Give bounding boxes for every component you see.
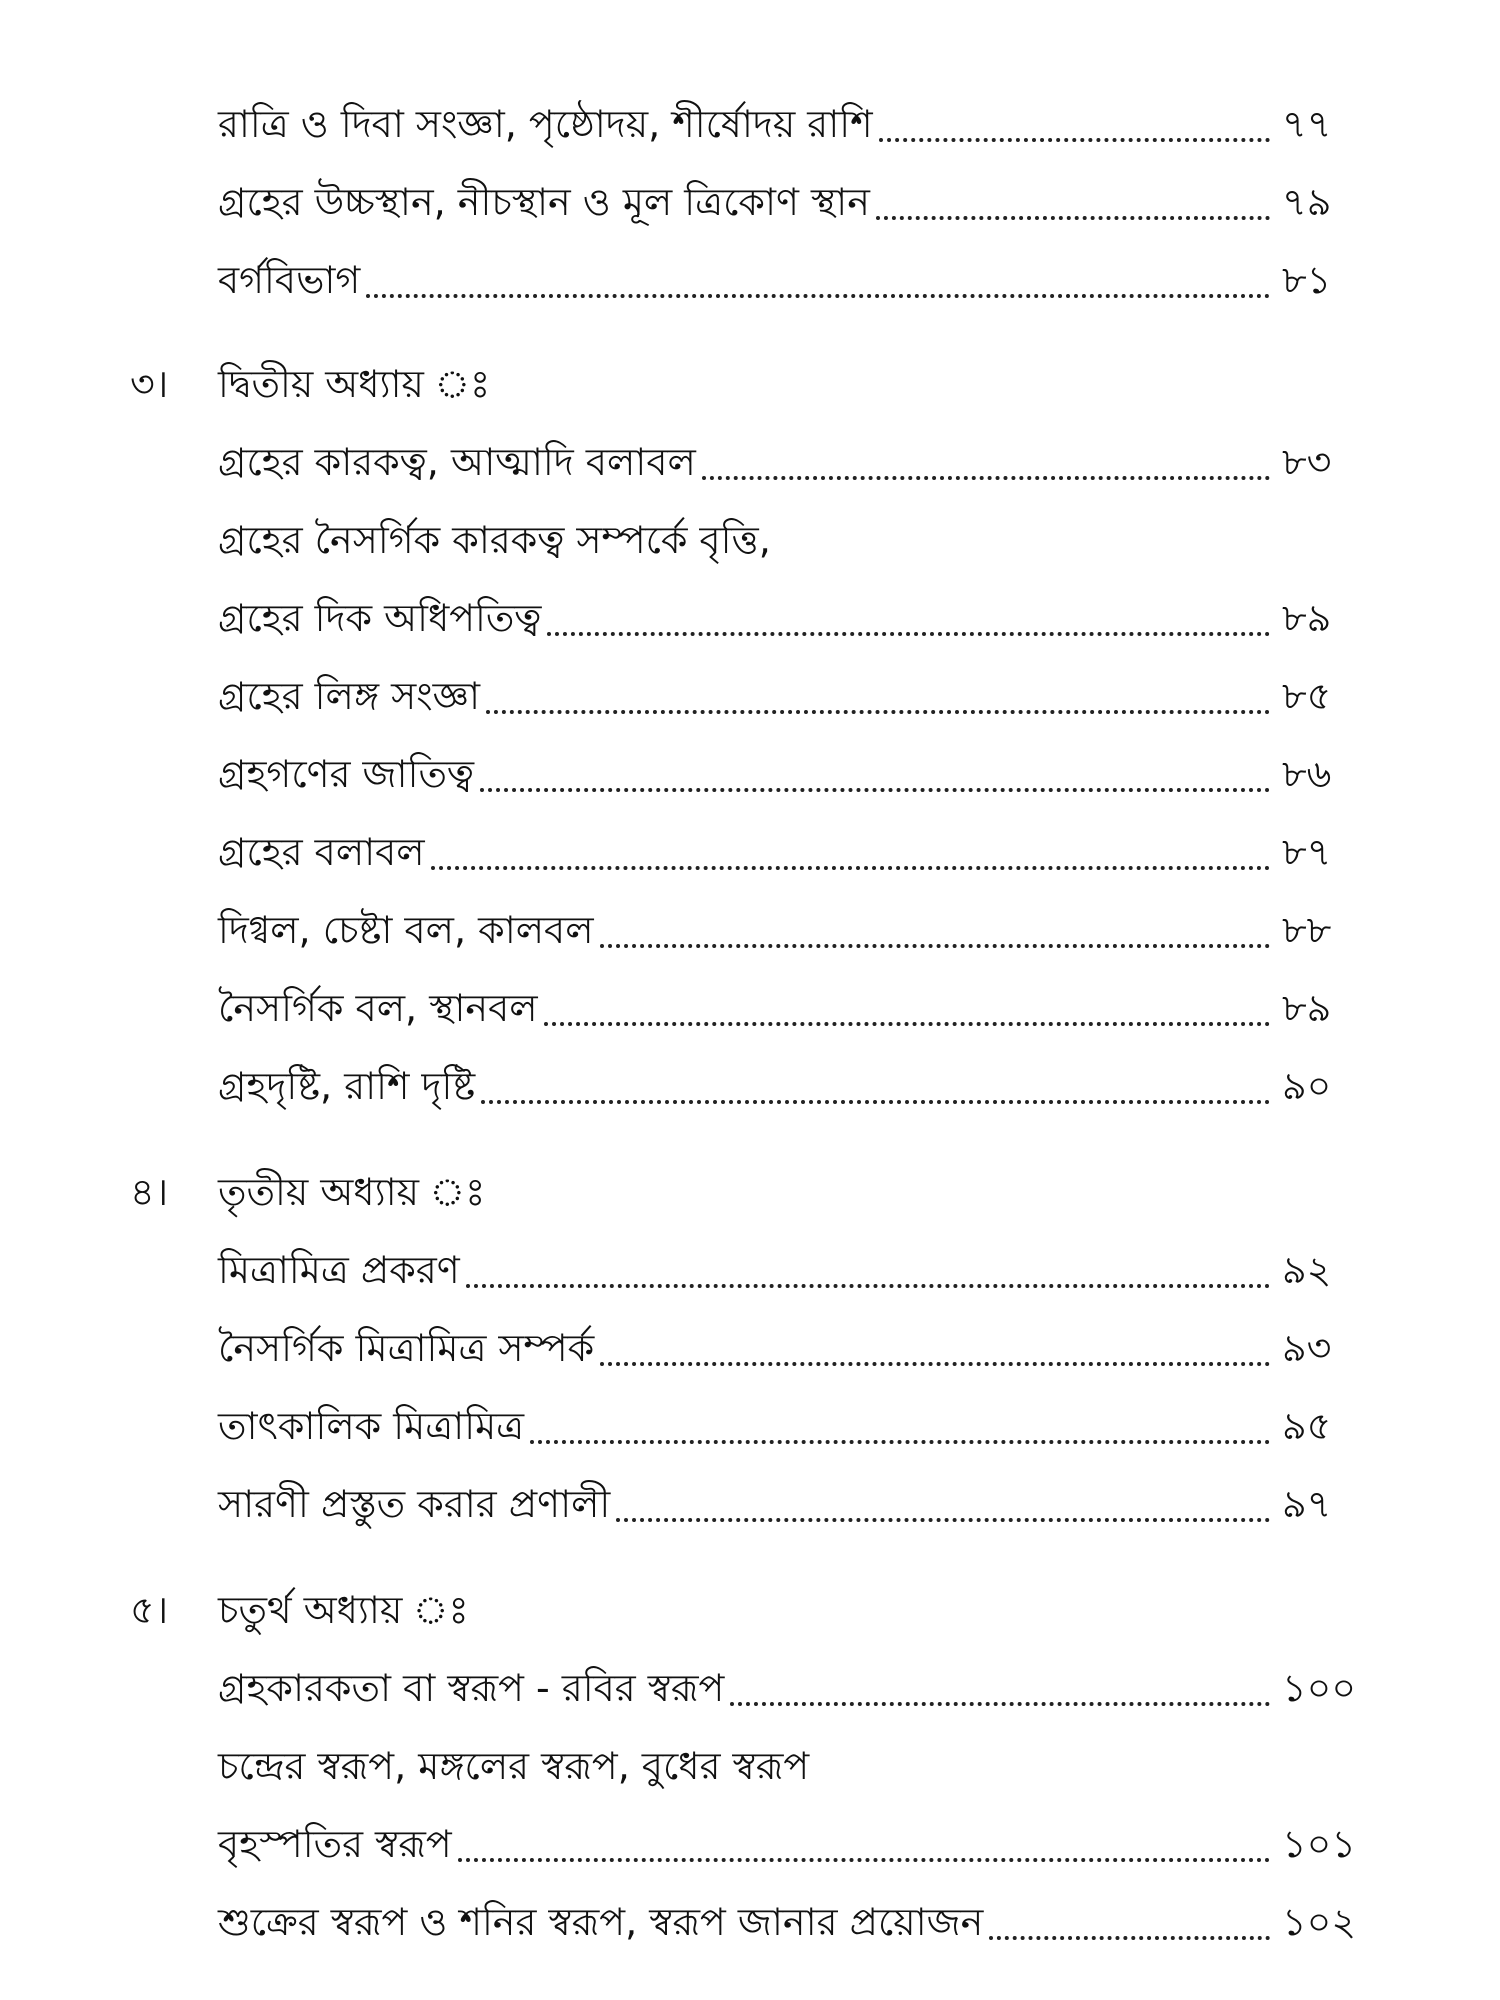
entry-page-number: ৮১	[1282, 258, 1332, 302]
entry-title: গ্রহের কারকত্ব, আত্মাদি বলাবল	[218, 440, 696, 484]
entry-title: বৃহস্পতির স্বরূপ	[218, 1822, 452, 1866]
entry-page-number: ১০০	[1282, 1666, 1357, 1710]
entry-title: গ্রহদৃষ্টি, রাশি দৃষ্টি	[218, 1064, 476, 1108]
toc-entry	[218, 430, 1378, 494]
dot-leader	[530, 1440, 1270, 1444]
toc-entry	[218, 1316, 1378, 1380]
dot-leader	[481, 1100, 1270, 1104]
entry-title: দিগ্বল, চেষ্টা বল, কালবল	[218, 908, 594, 952]
dot-leader	[616, 1518, 1270, 1522]
entry-title: গ্রহের নৈসর্গিক কারকত্ব সম্পর্কে বৃত্তি,	[218, 518, 771, 562]
dot-leader	[480, 788, 1270, 792]
dot-leader	[547, 632, 1270, 636]
entry-title: নৈসর্গিক মিত্রামিত্র সম্পর্ক	[218, 1326, 595, 1370]
chapter-title: দ্বিতীয় অধ্যায় ঃ	[218, 362, 491, 406]
entry-page-number: ৭৯	[1282, 180, 1332, 224]
entry-title: গ্রহের বলাবল	[218, 830, 425, 874]
dot-leader	[879, 138, 1270, 142]
toc-entry	[218, 664, 1378, 728]
dot-leader	[600, 944, 1270, 948]
entry-title: চন্দ্রের স্বরূপ, মঙ্গলের স্বরূপ, বুধের স্বরূপ	[218, 1744, 810, 1788]
chapter-number: ৪।	[130, 1170, 169, 1214]
toc-entry	[218, 1238, 1378, 1302]
chapter-number: ৩।	[130, 362, 169, 406]
chapter-heading	[130, 1578, 1030, 1642]
dot-leader	[466, 1284, 1270, 1288]
entry-title: মিত্রামিত্র প্রকরণ	[218, 1248, 460, 1292]
toc-entry	[218, 1394, 1378, 1458]
toc-entry	[218, 508, 1378, 572]
chapter-title: চতুর্থ অধ্যায় ঃ	[218, 1588, 469, 1632]
chapter-number: ৫।	[130, 1588, 169, 1632]
dot-leader	[544, 1022, 1270, 1026]
dot-leader	[431, 866, 1270, 870]
entry-title: সারণী প্রস্তুত করার প্রণালী	[218, 1482, 611, 1526]
toc-entry	[218, 1472, 1378, 1536]
entry-page-number: ৯৭	[1282, 1482, 1332, 1526]
toc-entry	[218, 1656, 1378, 1720]
entry-page-number: ৯৩	[1282, 1326, 1332, 1370]
toc-entry	[218, 1734, 1378, 1798]
entry-page-number: ৮৯	[1282, 596, 1332, 640]
entry-page-number: ১০১	[1282, 1822, 1357, 1866]
entry-page-number: ৮৮	[1282, 908, 1332, 952]
entry-title: শুক্রের স্বরূপ ও শনির স্বরূপ, স্বরূপ জানার প্রয়োজন	[218, 1900, 984, 1944]
toc-entry	[218, 1054, 1378, 1118]
entry-page-number: ৮৭	[1282, 830, 1332, 874]
toc-entry	[218, 1890, 1378, 1954]
entry-title: তাৎকালিক মিত্রামিত্র	[218, 1404, 525, 1448]
dot-leader	[600, 1362, 1270, 1366]
entry-title: রাত্রি ও দিবা সংজ্ঞা, পৃষ্ঠোদয়, শীর্ষোদয় রাশি	[218, 102, 873, 146]
dot-leader	[989, 1936, 1270, 1940]
entry-page-number: ৮৬	[1282, 752, 1332, 796]
entry-page-number: ৭৭	[1282, 102, 1332, 146]
dot-leader	[702, 476, 1270, 480]
entry-title: বর্গবিভাগ	[218, 258, 361, 302]
toc-entry	[218, 898, 1378, 962]
entry-page-number: ৮৩	[1282, 440, 1332, 484]
entry-page-number: ৮৫	[1282, 674, 1332, 718]
chapter-heading	[130, 1160, 1030, 1224]
entry-title: গ্রহের উচ্চস্থান, নীচস্থান ও মূল ত্রিকোণ স্থান	[218, 180, 870, 224]
dot-leader	[876, 216, 1270, 220]
entry-title: নৈসর্গিক বল, স্থানবল	[218, 986, 538, 1030]
toc-entry	[218, 92, 1378, 156]
dot-leader	[730, 1702, 1270, 1706]
entry-title: গ্রহকারকতা বা স্বরূপ - রবির স্বরূপ	[218, 1666, 725, 1710]
entry-page-number: ৯৫	[1282, 1404, 1332, 1448]
toc-entry	[218, 976, 1378, 1040]
chapter-heading	[130, 352, 1030, 416]
chapter-title: তৃতীয় অধ্যায় ঃ	[218, 1170, 486, 1214]
entry-page-number: ৯০	[1282, 1064, 1332, 1108]
toc-entry	[218, 742, 1378, 806]
entry-page-number: ১০২	[1282, 1900, 1357, 1944]
dot-leader	[486, 710, 1270, 714]
dot-leader	[458, 1858, 1270, 1862]
entry-title: গ্রহের লিঙ্গ সংজ্ঞা	[218, 674, 480, 718]
toc-entry	[218, 820, 1378, 884]
toc-entry	[218, 586, 1378, 650]
toc-entry	[218, 1812, 1378, 1876]
entry-title: গ্রহগণের জাতিত্ব	[218, 752, 474, 796]
toc-entry	[218, 170, 1378, 234]
toc-entry	[218, 248, 1378, 312]
dot-leader	[366, 294, 1270, 298]
entry-page-number: ৯২	[1282, 1248, 1332, 1292]
entry-page-number: ৮৯	[1282, 986, 1332, 1030]
entry-title: গ্রহের দিক অধিপতিত্ব	[218, 596, 542, 640]
